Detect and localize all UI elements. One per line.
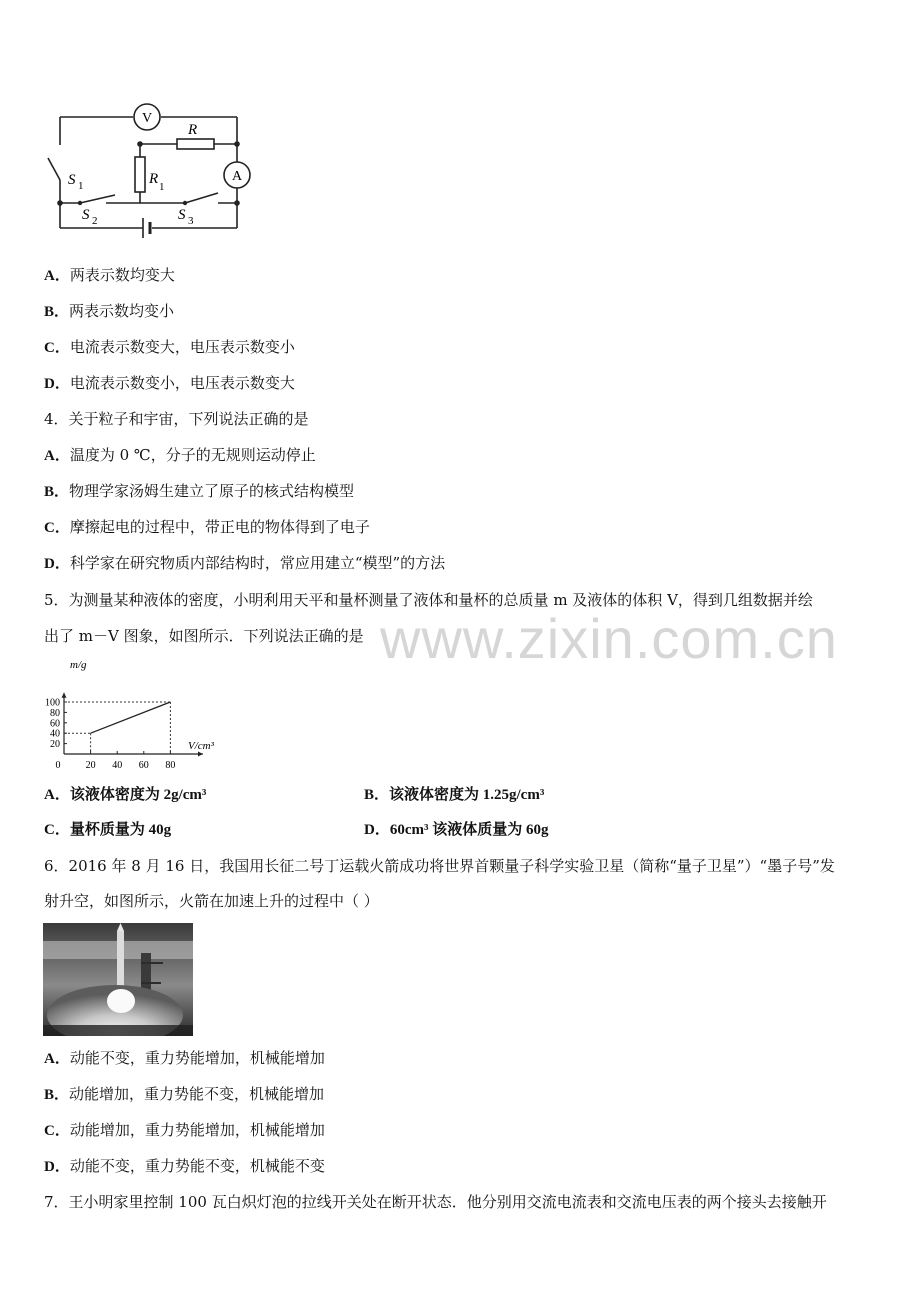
x-tick-label: 80 bbox=[165, 760, 176, 771]
q6-stem-line2: 射升空，如图所示，火箭在加速上升的过程中（ ） bbox=[44, 892, 379, 910]
x-axis-arrow bbox=[198, 752, 203, 757]
switch-s1-subscript: 1 bbox=[78, 180, 84, 192]
y-axis-label: m/g bbox=[70, 659, 87, 671]
y-tick-label: 60 bbox=[50, 718, 60, 730]
mass-volume-chart bbox=[40, 656, 240, 776]
resistor-r1 bbox=[135, 157, 145, 192]
y-tick-label: 20 bbox=[50, 739, 60, 751]
y-axis-arrow bbox=[62, 693, 67, 698]
switch-s3-subscript: 3 bbox=[188, 215, 194, 227]
resistor-r1-label: R bbox=[149, 171, 159, 187]
q7-stem-line1: 7．王小明家里控制 100 瓦白炽灯泡的拉线开关处在断开状态．他分别用交流电流表和交流电压表的两个接头去接触开 bbox=[44, 1193, 827, 1211]
q5-stem-line2: 出了 m－V 图象，如图所示．下列说法正确的是 bbox=[44, 627, 364, 645]
watermark: www.zixin.com.cn bbox=[380, 607, 838, 670]
ammeter-label: A bbox=[231, 169, 243, 184]
y-tick-label: 80 bbox=[50, 707, 60, 719]
q5-option-c: C．量杯质量为 40g bbox=[44, 822, 172, 838]
voltmeter-label: V bbox=[141, 111, 153, 126]
circuit-diagram bbox=[40, 100, 260, 245]
q5-option-a: A．该液体密度为 2g/cm³ bbox=[44, 787, 207, 803]
switch-s1-label: S bbox=[68, 172, 76, 188]
y-tick-label: 40 bbox=[50, 728, 60, 740]
switch-s2-subscript: 2 bbox=[92, 215, 98, 227]
q6-option-c: C．动能增加，重力势能增加，机械能增加 bbox=[44, 1121, 325, 1139]
resistor-r1-subscript: 1 bbox=[159, 181, 165, 193]
q5-option-d: D．60cm³ 该液体质量为 60g bbox=[364, 822, 549, 838]
q4-option-b: B．物理学家汤姆生建立了原子的核式结构模型 bbox=[44, 482, 355, 500]
q4-option-d: D．科学家在研究物质内部结构时，常应用建立“模型”的方法 bbox=[44, 554, 446, 572]
q6-option-b: B．动能增加，重力势能不变，机械能增加 bbox=[44, 1085, 325, 1103]
x-tick-label: 40 bbox=[112, 760, 123, 771]
x-axis-label: V/cm³ bbox=[188, 740, 214, 752]
x-tick-label: 0 bbox=[55, 760, 61, 771]
q5-stem-line1: 5．为测量某种液体的密度，小明利用天平和量杯测量了液体和量杯的总质量 m 及液体的体积 V，得到几组数据并绘 bbox=[44, 591, 813, 609]
resistor-r-label: R bbox=[188, 122, 198, 138]
x-tick-label: 20 bbox=[85, 760, 96, 771]
q6-stem-line1: 6．2016 年 8 月 16 日，我国用长征二号丁运载火箭成功将世界首颗量子科学实验卫星（简称“量子卫星”）“墨子号”发 bbox=[44, 857, 835, 875]
q6-option-a: A．动能不变，重力势能增加，机械能增加 bbox=[44, 1049, 325, 1067]
q6-option-d: D．动能不变，重力势能不变，机械能不变 bbox=[44, 1157, 325, 1175]
q4-option-a: A．温度为 0 ℃，分子的无规则运动停止 bbox=[44, 446, 316, 464]
q3-option-d: D．电流表示数变小，电压表示数变大 bbox=[44, 374, 295, 392]
q3-option-b: B．两表示数均变小 bbox=[44, 302, 175, 320]
q3-option-a: A．两表示数均变大 bbox=[44, 266, 175, 284]
x-tick-label: 60 bbox=[138, 760, 149, 771]
rocket-launch-photo bbox=[43, 923, 193, 1036]
switch-s3-label: S bbox=[178, 207, 186, 223]
series-line bbox=[91, 702, 171, 733]
q5-option-b: B．该液体密度为 1.25g/cm³ bbox=[364, 787, 545, 803]
resistor-r bbox=[177, 139, 214, 149]
y-tick-label: 100 bbox=[45, 697, 60, 709]
q4-stem: 4．关于粒子和宇宙，下列说法正确的是 bbox=[44, 410, 309, 428]
switch-s2-label: S bbox=[82, 207, 90, 223]
q4-option-c: C．摩擦起电的过程中，带正电的物体得到了电子 bbox=[44, 518, 370, 536]
q3-option-c: C．电流表示数变大，电压表示数变小 bbox=[44, 338, 295, 356]
